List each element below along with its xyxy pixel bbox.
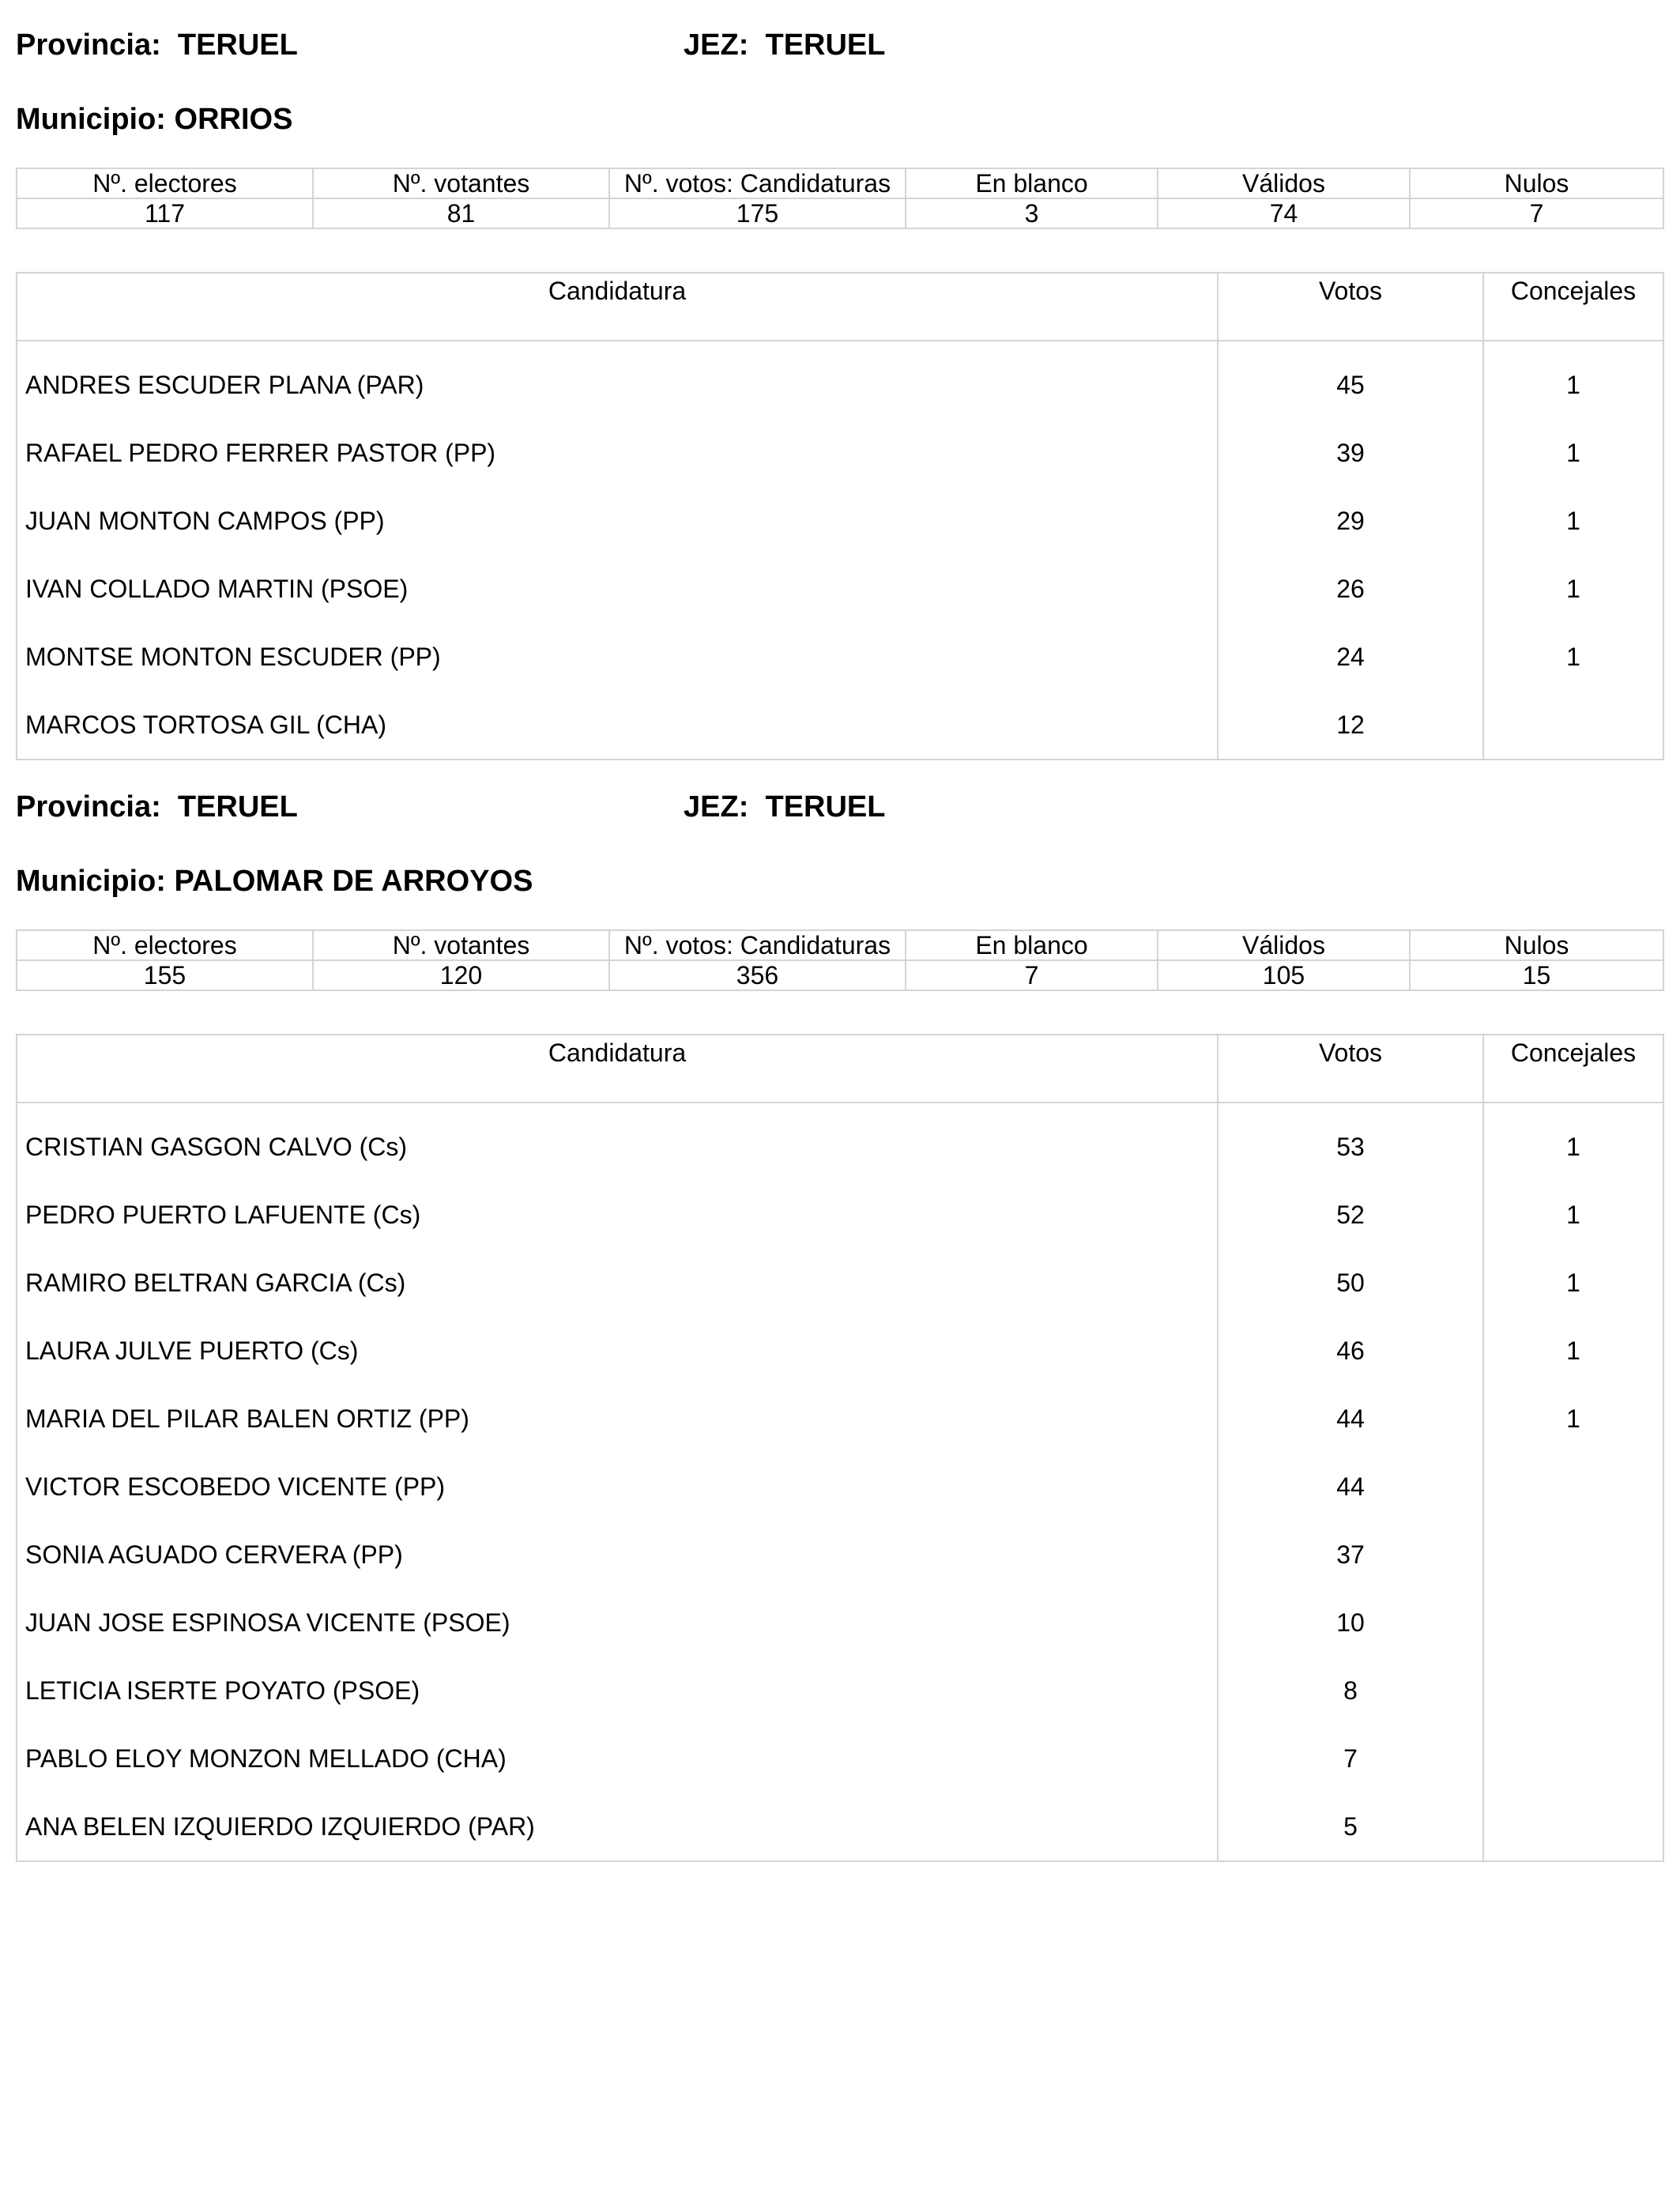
candidate-name: JUAN MONTON CAMPOS (PP) <box>17 487 1218 555</box>
table-row <box>17 1521 1663 1589</box>
table-row <box>17 1249 1663 1317</box>
jez-label: JEZ: <box>684 28 749 62</box>
col-header-votos: Votos <box>1218 1035 1483 1103</box>
candidate-votos: 45 <box>1218 351 1483 419</box>
candidate-concejales: 1 <box>1483 1113 1663 1181</box>
stats-header-nulos: Nulos <box>1410 930 1663 960</box>
jez-heading <box>684 30 885 60</box>
jez-label: JEZ: <box>684 790 749 824</box>
candidate-concejales: 1 <box>1483 1385 1663 1453</box>
stats-value-votantes: 81 <box>313 198 609 228</box>
jez-value: TERUEL <box>765 28 886 62</box>
col-header-concejales: Concejales <box>1483 1035 1663 1103</box>
stats-value-en-blanco: 7 <box>906 960 1158 990</box>
candidate-concejales <box>1483 1657 1663 1725</box>
candidate-name: CRISTIAN GASGON CALVO (Cs) <box>17 1113 1218 1181</box>
table-row <box>17 1725 1663 1793</box>
candidates-table <box>16 1034 1664 1862</box>
candidate-votos: 39 <box>1218 419 1483 487</box>
stats-header-votos-candidaturas: Nº. votos: Candidaturas <box>609 930 906 960</box>
candidate-name: RAMIRO BELTRAN GARCIA (Cs) <box>17 1249 1218 1317</box>
candidate-name: IVAN COLLADO MARTIN (PSOE) <box>17 555 1218 623</box>
candidate-concejales: 1 <box>1483 1249 1663 1317</box>
table-row <box>17 351 1663 419</box>
stats-header-validos: Válidos <box>1158 168 1410 198</box>
candidate-name: LAURA JULVE PUERTO (Cs) <box>17 1317 1218 1385</box>
stats-header-nulos: Nulos <box>1410 168 1663 198</box>
candidate-concejales: 1 <box>1483 555 1663 623</box>
candidate-votos: 12 <box>1218 691 1483 760</box>
stats-value-electores: 155 <box>17 960 313 990</box>
candidate-votos: 44 <box>1218 1385 1483 1453</box>
candidate-name: RAFAEL PEDRO FERRER PASTOR (PP) <box>17 419 1218 487</box>
candidate-votos: 46 <box>1218 1317 1483 1385</box>
stats-value-nulos: 15 <box>1410 960 1663 990</box>
stats-header-votos-candidaturas: Nº. votos: Candidaturas <box>609 168 906 198</box>
stats-header-votantes: Nº. votantes <box>313 168 609 198</box>
candidate-name: MARIA DEL PILAR BALEN ORTIZ (PP) <box>17 1385 1218 1453</box>
candidate-concejales: 1 <box>1483 487 1663 555</box>
stats-header-en-blanco: En blanco <box>906 930 1158 960</box>
candidate-concejales <box>1483 691 1663 760</box>
candidates-table <box>16 272 1664 760</box>
candidate-name: MONTSE MONTON ESCUDER (PP) <box>17 623 1218 691</box>
stats-table <box>16 929 1664 991</box>
table-row <box>17 487 1663 555</box>
col-header-candidatura: Candidatura <box>17 273 1218 341</box>
candidate-concejales <box>1483 1453 1663 1521</box>
municipio-value: PALOMAR DE ARROYOS <box>174 865 533 898</box>
candidate-votos: 24 <box>1218 623 1483 691</box>
col-header-votos: Votos <box>1218 273 1483 341</box>
jez-heading <box>684 792 885 822</box>
stats-value-en-blanco: 3 <box>906 198 1158 228</box>
table-row <box>17 555 1663 623</box>
stats-table <box>16 168 1664 229</box>
table-row <box>17 1657 1663 1725</box>
municipio-label: Municipio: <box>16 103 166 136</box>
provincia-heading <box>16 792 298 822</box>
stats-header-en-blanco: En blanco <box>906 168 1158 198</box>
table-row <box>17 691 1663 760</box>
candidates-header-row <box>17 1035 1663 1103</box>
provincia-value: TERUEL <box>177 790 298 824</box>
municipio-heading <box>16 104 292 134</box>
candidate-concejales: 1 <box>1483 1181 1663 1249</box>
stats-value-nulos: 7 <box>1410 198 1663 228</box>
candidate-name: SONIA AGUADO CERVERA (PP) <box>17 1521 1218 1589</box>
stats-value-votos-candidaturas: 175 <box>609 198 906 228</box>
table-row <box>17 419 1663 487</box>
table-row <box>17 1589 1663 1657</box>
candidate-concejales <box>1483 1725 1663 1793</box>
candidate-votos: 52 <box>1218 1181 1483 1249</box>
provincia-heading <box>16 30 298 60</box>
candidate-concejales <box>1483 1521 1663 1589</box>
stats-value-validos: 105 <box>1158 960 1410 990</box>
candidate-concejales <box>1483 1589 1663 1657</box>
candidate-name: PABLO ELOY MONZON MELLADO (CHA) <box>17 1725 1218 1793</box>
candidate-votos: 53 <box>1218 1113 1483 1181</box>
stats-value-electores: 117 <box>17 198 313 228</box>
municipio-value: ORRIOS <box>174 103 293 136</box>
table-row <box>17 1453 1663 1521</box>
stats-header-electores: Nº. electores <box>17 930 313 960</box>
candidate-name: PEDRO PUERTO LAFUENTE (Cs) <box>17 1181 1218 1249</box>
stats-header-electores: Nº. electores <box>17 168 313 198</box>
spacer-row <box>17 341 1663 351</box>
candidate-name: LETICIA ISERTE POYATO (PSOE) <box>17 1657 1218 1725</box>
candidate-name: ANA BELEN IZQUIERDO IZQUIERDO (PAR) <box>17 1793 1218 1861</box>
municipio-label: Municipio: <box>16 865 166 898</box>
candidate-name: JUAN JOSE ESPINOSA VICENTE (PSOE) <box>17 1589 1218 1657</box>
candidates-header-row <box>17 273 1663 341</box>
candidate-votos: 5 <box>1218 1793 1483 1861</box>
col-header-candidatura: Candidatura <box>17 1035 1218 1103</box>
table-row <box>17 623 1663 691</box>
candidate-votos: 50 <box>1218 1249 1483 1317</box>
candidate-concejales: 1 <box>1483 351 1663 419</box>
candidate-votos: 10 <box>1218 1589 1483 1657</box>
candidate-concejales: 1 <box>1483 623 1663 691</box>
municipio-heading <box>16 866 533 896</box>
provincia-label: Provincia: <box>16 28 161 62</box>
stats-value-row <box>17 198 1663 228</box>
candidate-votos: 37 <box>1218 1521 1483 1589</box>
jez-value: TERUEL <box>765 790 886 824</box>
table-row <box>17 1385 1663 1453</box>
stats-header-validos: Válidos <box>1158 930 1410 960</box>
stats-header-row <box>17 168 1663 198</box>
candidate-votos: 26 <box>1218 555 1483 623</box>
candidate-votos: 8 <box>1218 1657 1483 1725</box>
table-row <box>17 1793 1663 1861</box>
provincia-value: TERUEL <box>177 28 298 62</box>
stats-value-row <box>17 960 1663 990</box>
candidate-concejales: 1 <box>1483 419 1663 487</box>
provincia-label: Provincia: <box>16 790 161 824</box>
candidate-votos: 29 <box>1218 487 1483 555</box>
candidate-votos: 7 <box>1218 1725 1483 1793</box>
table-row <box>17 1113 1663 1181</box>
col-header-concejales: Concejales <box>1483 273 1663 341</box>
table-row <box>17 1317 1663 1385</box>
candidate-name: VICTOR ESCOBEDO VICENTE (PP) <box>17 1453 1218 1521</box>
stats-value-votantes: 120 <box>313 960 609 990</box>
candidate-concejales <box>1483 1793 1663 1861</box>
stats-header-row <box>17 930 1663 960</box>
stats-value-votos-candidaturas: 356 <box>609 960 906 990</box>
table-row <box>17 1181 1663 1249</box>
candidate-name: MARCOS TORTOSA GIL (CHA) <box>17 691 1218 760</box>
spacer-row <box>17 1103 1663 1113</box>
stats-header-votantes: Nº. votantes <box>313 930 609 960</box>
candidate-votos: 44 <box>1218 1453 1483 1521</box>
candidate-name: ANDRES ESCUDER PLANA (PAR) <box>17 351 1218 419</box>
stats-value-validos: 74 <box>1158 198 1410 228</box>
candidate-concejales: 1 <box>1483 1317 1663 1385</box>
